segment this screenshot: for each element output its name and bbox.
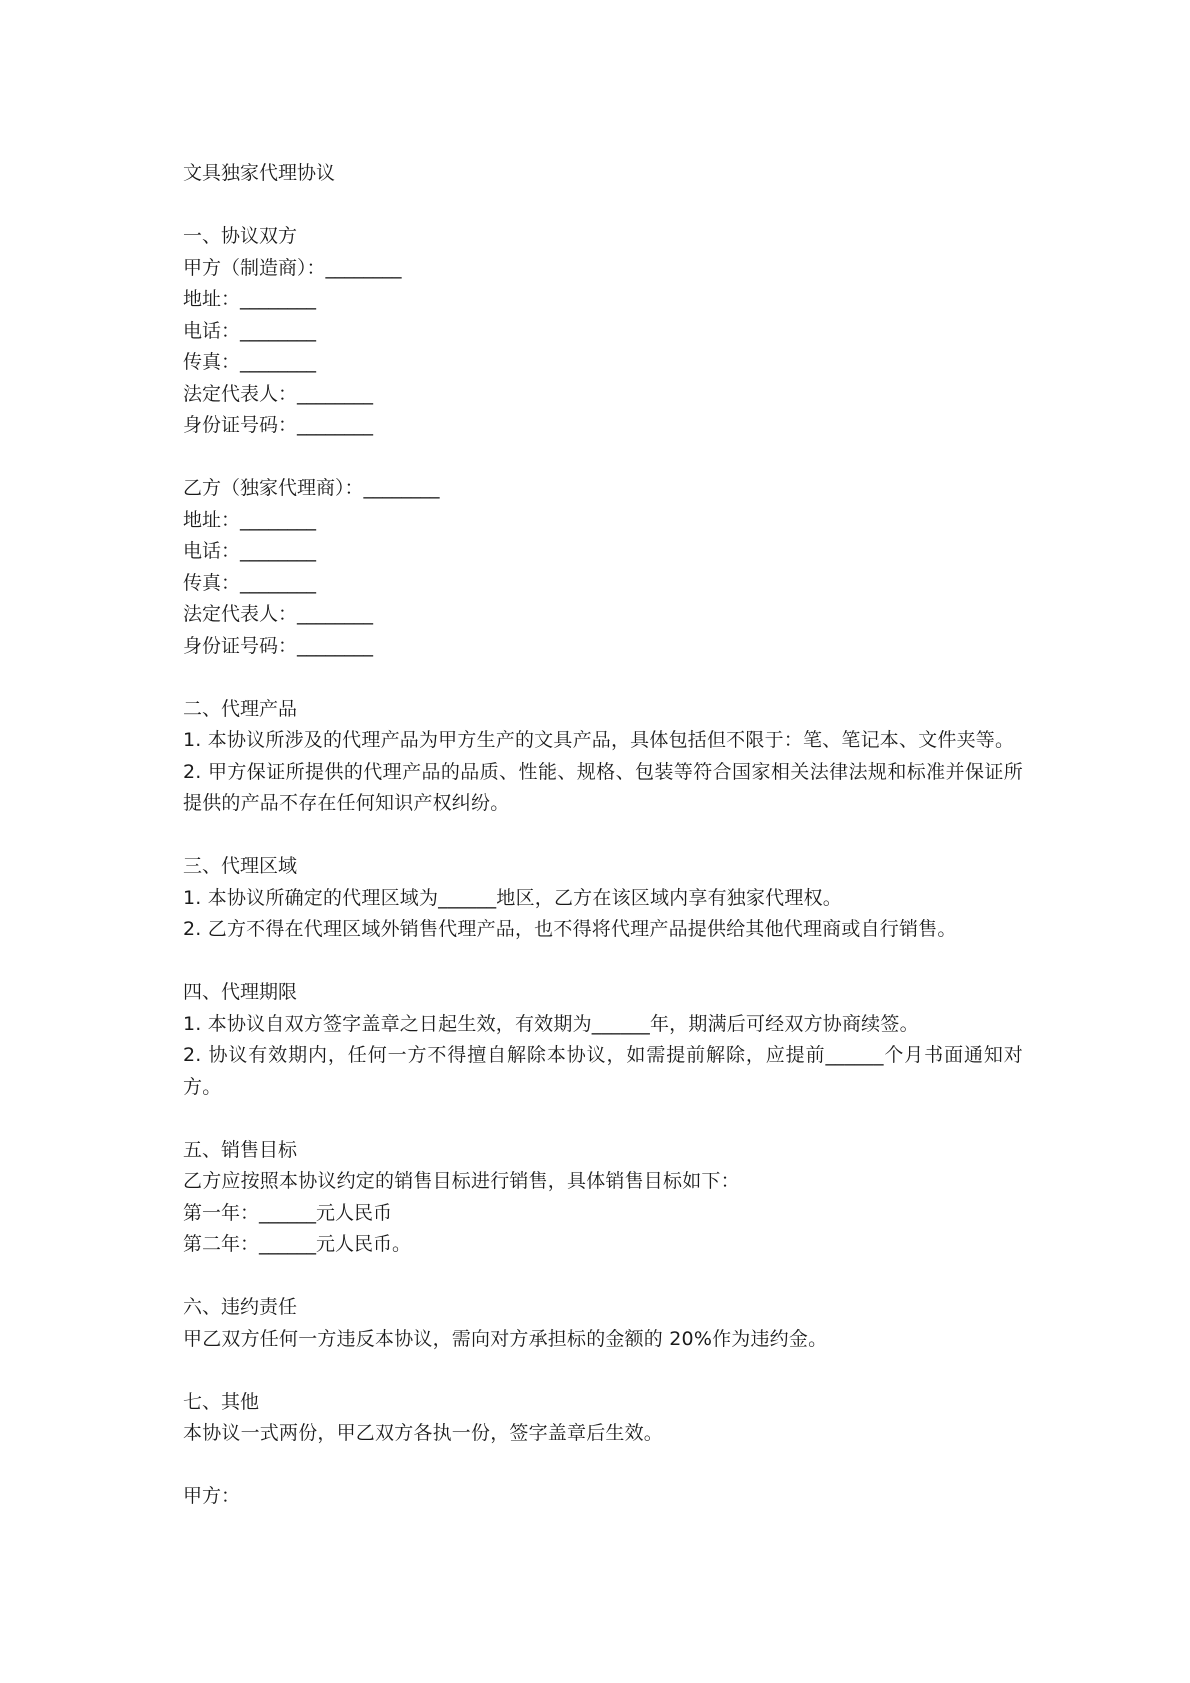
party-b-fax: 传真：________ <box>183 571 317 594</box>
sales-target-year-2: 第二年：______元人民币。 <box>183 1233 412 1255</box>
sales-target-year-1: 第一年：______元人民币 <box>183 1201 393 1224</box>
section-heading-sales-targets: 五、销售目标 <box>183 1138 298 1161</box>
territory-clause-2: 2. 乙方不得在代理区域外销售代理产品，也不得将代理产品提供给其他代理商或自行销售。 <box>183 918 957 940</box>
products-clause-1: 1. 本协议所涉及的代理产品为甲方生产的文具产品，具体包括但不限于：笔、笔记本、文件夹等。 <box>183 729 1015 751</box>
party-a-phone: 电话：________ <box>183 319 317 342</box>
spacer <box>183 946 1023 978</box>
term-clause-2: 2. 协议有效期内，任何一方不得擅自解除本协议，如需提前解除，应提前______个月书面通知对方。 <box>183 1044 1023 1098</box>
party-a-fax: 传真：________ <box>183 351 317 373</box>
sales-targets-intro: 乙方应按照本协议约定的销售目标进行销售，具体销售目标如下： <box>183 1170 740 1192</box>
party-b-phone: 电话：________ <box>183 540 317 562</box>
spacer <box>183 1355 1023 1387</box>
section-heading-territory: 三、代理区域 <box>183 855 298 877</box>
spacer <box>183 190 1023 222</box>
section-heading-parties: 一、协议双方 <box>183 225 298 247</box>
spacer <box>183 1450 1023 1482</box>
party-a-name: 甲方（制造商）：________ <box>183 256 402 279</box>
section-heading-liability: 六、违约责任 <box>183 1296 298 1318</box>
section-heading-products: 二、代理产品 <box>183 697 298 720</box>
party-b-representative: 法定代表人：________ <box>183 603 374 625</box>
liability-clause: 甲乙双方任何一方违反本协议，需向对方承担标的金额的 20%作为违约金。 <box>183 1327 828 1350</box>
party-b-address: 地址：________ <box>183 508 317 531</box>
party-b-name: 乙方（独家代理商）：________ <box>183 477 440 499</box>
section-heading-term: 四、代理期限 <box>183 981 298 1003</box>
party-b-id-number: 身份证号码：________ <box>183 634 374 657</box>
products-clause-2: 2. 甲方保证所提供的代理产品的品质、性能、规格、包装等符合国家相关法律法规和标准并保证所提供的产品不存在任何知识产权纠纷。 <box>183 760 1023 814</box>
document-page <box>183 158 1023 1513</box>
other-clause: 本协议一式两份，甲乙双方各执一份，签字盖章后生效。 <box>183 1422 664 1444</box>
party-a-address: 地址：________ <box>183 288 317 310</box>
spacer <box>183 820 1023 852</box>
term-clause-1: 1. 本协议自双方签字盖章之日起生效，有效期为______年，期满后可经双方协商续签。 <box>183 1012 919 1035</box>
signature-party-a: 甲方： <box>183 1485 241 1507</box>
territory-clause-1: 1. 本协议所确定的代理区域为______地区，乙方在该区域内享有独家代理权。 <box>183 886 842 909</box>
document-title: 文具独家代理协议 <box>183 162 336 184</box>
party-a-id-number: 身份证号码：________ <box>183 414 374 436</box>
spacer <box>183 662 1023 694</box>
spacer <box>183 1103 1023 1135</box>
party-a-representative: 法定代表人：________ <box>183 382 374 405</box>
section-heading-other: 七、其他 <box>183 1390 260 1413</box>
spacer <box>183 442 1023 474</box>
spacer <box>183 1261 1023 1293</box>
